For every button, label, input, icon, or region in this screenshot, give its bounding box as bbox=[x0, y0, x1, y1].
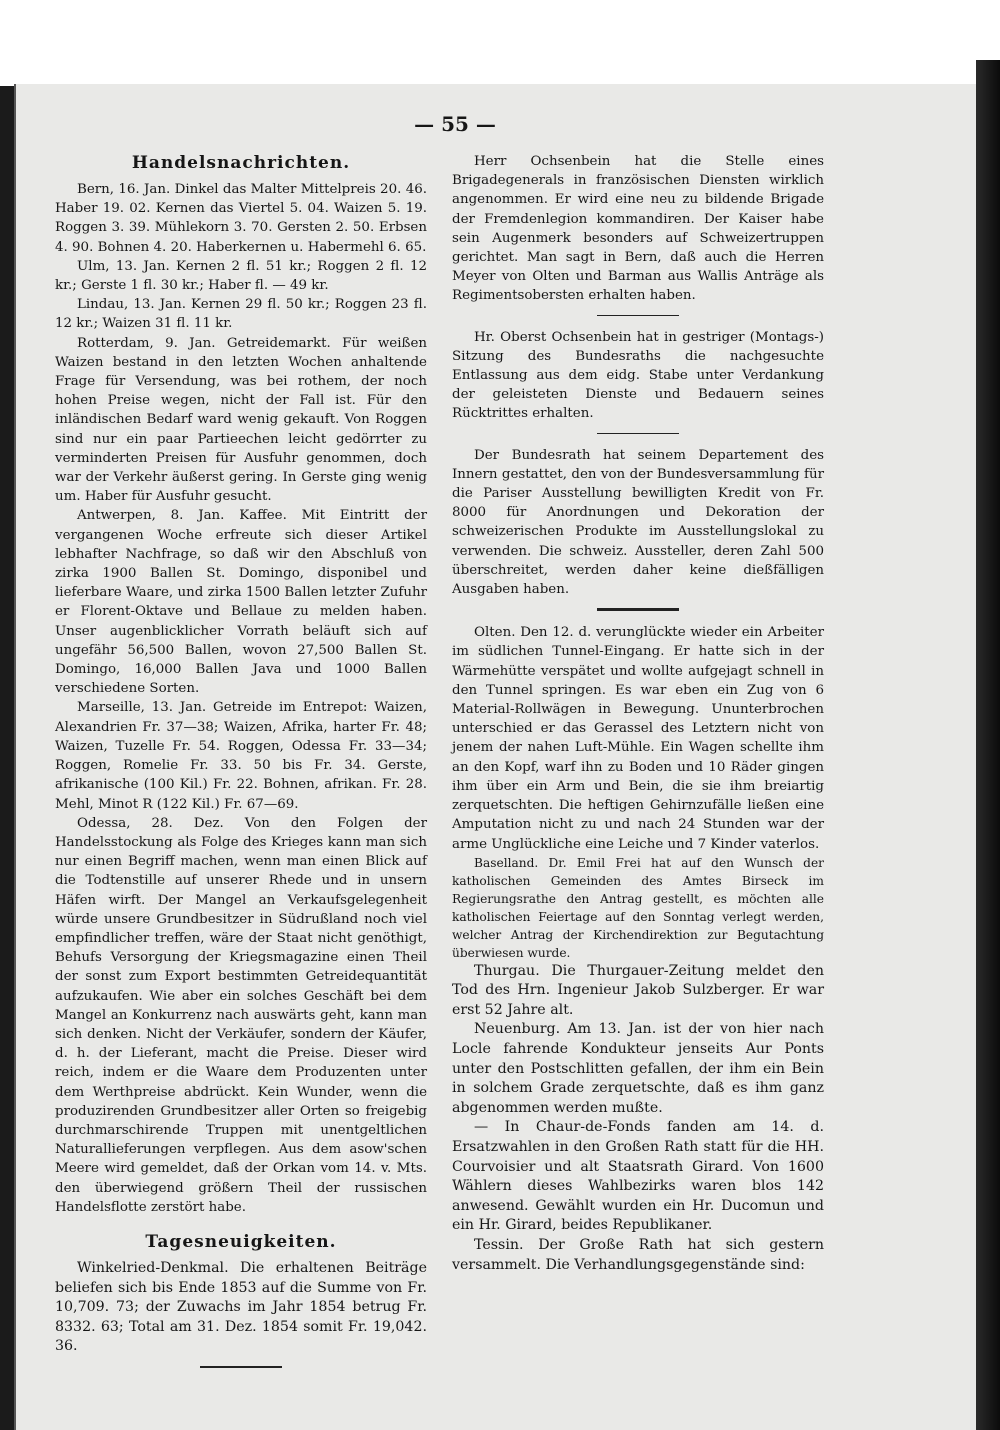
scan-top-margin bbox=[14, 0, 1000, 84]
market-report-ulm: Ulm, 13. Jan. Kernen 2 fl. 51 kr.; Roggen 2 fl. 12 kr.; Gerste 1 fl. 30 kr.; Haber fl. — 49 kr. bbox=[55, 258, 427, 294]
news-bundesrath: Der Bundesrath hat seinem Departement des Innern gestattet, den von der Bundesversammlung für die Pariser Ausstellung bewilligten Kredit von Fr. 8000 für Anordnungen und Dekoration der schweizerischen Produkte im Ausstellungslokal zu verwenden. Die schweiz. Aussteller, deren Zahl 500 überschreitet, werden daher keine dießfälligen Ausgaben haben. bbox=[452, 447, 824, 598]
market-report-marseille: Marseille, 13. Jan. Getreide im Entrepot: Waizen, Alexandrien Fr. 37—38; Waizen, Afrika, harter Fr. 48; Waizen, Tuzelle Fr. 54. Roggen, Odessa Fr. 33—34; Roggen, Romelie Fr. 33. 50 bis Fr. 34. Gerste, afrikanische (100 Kil.) Fr. 22. Bohnen, afrikan. Fr. 28. Mehl, Minot R (122 Kil.) Fr. 67—69. bbox=[55, 700, 427, 812]
section-title-handelsnachrichten: Handelsnachrichten. bbox=[131, 153, 351, 173]
divider-rule bbox=[597, 315, 679, 316]
divider-rule bbox=[597, 433, 679, 434]
market-report-bern: Bern, 16. Jan. Dinkel das Malter Mittelpreis 20. 46. Haber 19. 02. Kernen das Viertel 5. 04. Waizen 5. 19. Roggen 3. 39. Mühlekorn 3. 70. Gersten 2. 50. Erbsen 4. 90. Bohnen 4. 20. Haberkernen u. Habermehl 6. 65. bbox=[55, 182, 427, 255]
news-thurgau: Thurgau. Die Thurgauer-Zeitung meldet den Tod des Hrn. Ingenieur Jakob Sulzberger. Er war erst 52 Jahre alt. bbox=[452, 962, 824, 1018]
book-binding bbox=[0, 86, 14, 1430]
news-olten: Olten. Den 12. d. verunglückte wieder ein Arbeiter im südlichen Tunnel-Eingang. Er hatte sich in der Wärmehütte verspätet und wollte aufgejagt schnell in den Tunnel springen. Es war eben ein Zug von 6 Material-Rollwägen in Bewegung. Ununterbrochen unterschied er das Gerassel des Letztern nicht von jenem der nahen Luft-Mühle. Ein Wagen schellte ihm an den Kopf, warf ihn zu Boden und 10 Räder gingen ihm über ein Arm und Bein, die sie ihm breiartig zerquetschten. Die heftigen Gehirnzufälle ließen eine Amputation nicht zu und nach 24 Stunden war der arme Unglückliche eine Leiche und 7 Kinder vaterlos. bbox=[452, 625, 824, 852]
news-tessin: Tessin. Der Große Rath hat sich gestern versammelt. Die Verhandlungsgegenstände sind: bbox=[452, 1237, 824, 1273]
market-report-lindau: Lindau, 13. Jan. Kernen 29 fl. 50 kr.; Roggen 23 fl. 12 kr.; Waizen 31 fl. 11 kr. bbox=[55, 297, 427, 332]
market-report-odessa: Odessa, 28. Dez. Von den Folgen der Handelsstockung als Folge des Krieges kann man sich nur einen Begriff machen, wenn man einen Blick auf die Todtenstille auf unserer Rhede und in unsern Häfen wirft. Der Mangel an Verkaufsgelegenheit würde unsere Grundbesitzer in Südrußland noch viel empfindlicher treffen, wäre der Staat nicht genöthigt, Behufs Versorgung der Kriegsmagazine einen Theil der sonst zum Export bestimmten Getreidequantität aufzukaufen. Wie aber ein solches Geschäft bei dem Mangel an Konkurrenz nach auswärts geht, kann man sich denken. Nicht der Verkäufer, sondern der Käufer, d. h. der Lieferant, macht die Preise. Dieser wird reich, indem er die Waare dem Produzenten unter dem Werthpreise abdrückt. Kein Wunder, wenn die produzirenden Grundbesitzer aller Orten so freigebig durchmarschirende Truppen mit unentgeltlichen Naturallieferungen verpflegen. Aus dem asow'schen Meere wird gemeldet, daß der Orkan vom 14. v. Mts. den überwiegend größern Theil der russischen Handelsflotte zerstört habe. bbox=[55, 815, 427, 1215]
news-baselland: Baselland. Dr. Emil Frei hat auf den Wunsch der katholischen Gemeinden des Amtes Birseck im Regierungsrathe den Antrag gestellt, es möchten alle katholischen Feiertage auf den Sonntag verlegt werden, welcher Antrag der Kirchendirektion zur Begutachtung überwiesen wurde. bbox=[452, 855, 824, 960]
page-number: — 55 — bbox=[414, 112, 496, 136]
market-report-antwerpen: Antwerpen, 8. Jan. Kaffee. Mit Eintritt der vergangenen Woche erfreute sich dieser Artikel lebhafter Nachfrage, so daß wir den Abschluß von zirka 1900 Ballen St. Domingo, disponibel und lieferbare Waare, und zirka 1500 Ballen letzter Zufuhr er Florent-Oktave und Bellaue zu melden haben. Unser augenblicklicher Vorrath beläuft sich auf ungefähr 56,500 Ballen, wovon 27,500 Ballen St. Domingo, 16,000 Ballen Java und 1000 Ballen verschiedene Sorten. bbox=[55, 508, 427, 697]
news-chaux-de-fonds: — In Chaur-de-Fonds fanden am 14. d. Ersatzwahlen in den Großen Rath statt für die HH. Courvoisier und alt Staatsrath Girard. Von 1600 Wählern dieses Wahlbezirks waren blos 142 anwesend. Gewählt wurden ein Hr. Ducomun und ein Hr. Girard, beides Republikaner. bbox=[452, 1119, 824, 1234]
divider-rule bbox=[597, 608, 679, 611]
right-column bbox=[452, 152, 824, 1275]
news-winkelried: Winkelried-Denkmal. Die erhaltenen Beiträge beliefen sich bis Ende 1853 auf die Summe von Fr. 10,709. 73; der Zuwachs im Jahr 1854 betrug Fr. 8332. 63; Total am 31. Dez. 1854 somit Fr. 19,042. 36. bbox=[55, 1259, 427, 1355]
section-title-tagesneuigkeiten: Tagesneuigkeiten. bbox=[145, 1231, 337, 1252]
page-edge bbox=[976, 60, 1000, 1430]
news-ochsenbein-entlassung: Hr. Oberst Ochsenbein hat in gestriger (Montags-) Sitzung des Bundesraths die nachgesuchte Entlassung aus dem eidg. Stabe unter Verdankung der geleisteten Dienste und Bedauern seines Rücktrittes erhalten. bbox=[452, 329, 824, 422]
section-divider bbox=[200, 1366, 282, 1368]
news-neuenburg: Neuenburg. Am 13. Jan. ist der von hier nach Locle fahrende Kondukteur jenseits Aur Ponts unter den Postschlitten gefallen, der ihm ein Bein in solchem Grade zerquetschte, daß es ihm ganz abgenommen werden mußte. bbox=[452, 1021, 824, 1116]
left-column bbox=[55, 152, 427, 1380]
market-report-rotterdam: Rotterdam, 9. Jan. Getreidemarkt. Für weißen Waizen bestand in den letzten Wochen anhaltende Frage für Versendung, was bei rothem, der noch hohen Preise wegen, nicht der Fall ist. Für den inländischen Bedarf ward wenig gekauft. Von Roggen sind nur ein paar Partieechen leicht gedörrter zu verminderten Preisen für Ausfuhr genommen, doch war der Verkehr äußerst gering. In Gerste ging wenig um. Haber für Ausfuhr gesucht. bbox=[55, 335, 427, 505]
news-ochsenbein-brigade: Herr Ochsenbein hat die Stelle eines Brigadegenerals in französischen Diensten wirklich angenommen. Er wird eine neu zu bildende Brigade der Fremdenlegion kommandiren. Der Kaiser habe sein Augenmerk besonders auf Schweizertruppen gerichtet. Man sagt in Bern, daß auch die Herren Meyer von Olten und Barman aus Wallis Anträge als Regimentsobersten erhalten haben. bbox=[452, 154, 824, 304]
